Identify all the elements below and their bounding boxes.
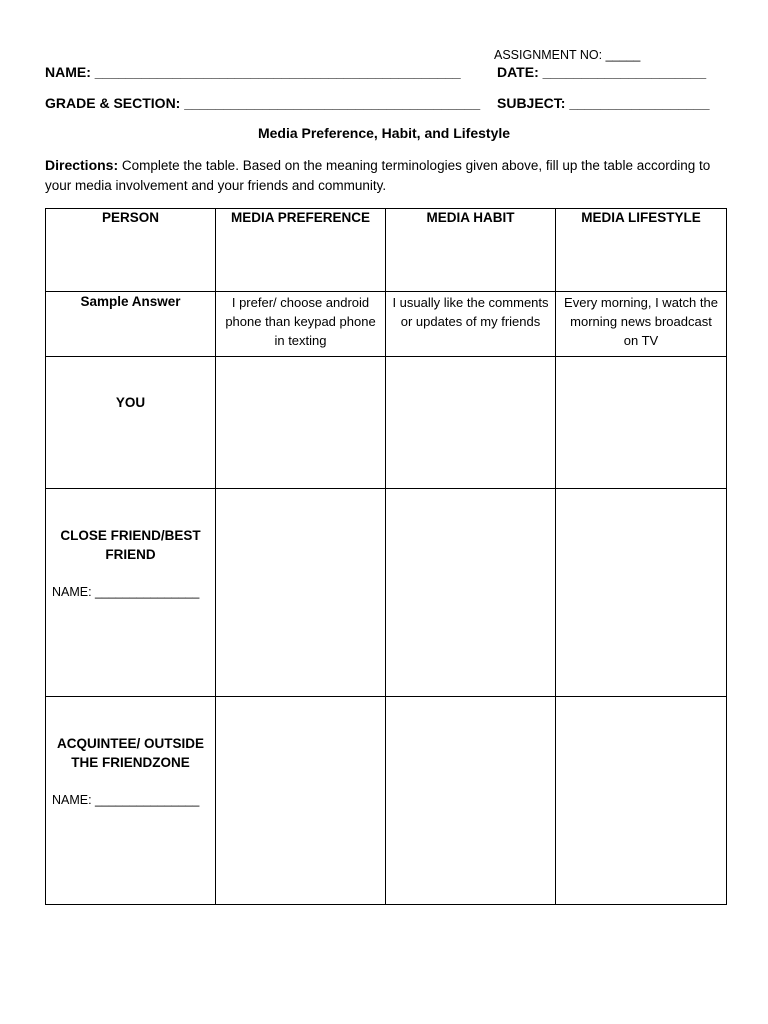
grade-section-field: GRADE & SECTION: ______________________________________: [45, 95, 481, 111]
table-row: [46, 697, 727, 905]
lifestyle-answer-cell-you[interactable]: [556, 357, 727, 489]
habit-answer-cell-acquaintance[interactable]: [386, 697, 556, 905]
sample-preference-text: I prefer/ choose android phone than keypad phone in texting: [225, 295, 376, 348]
column-header-media-habit: MEDIA HABIT: [386, 209, 556, 292]
preference-answer-cell-close-friend[interactable]: [216, 489, 386, 697]
column-header-media-lifestyle: MEDIA LIFESTYLE: [556, 209, 727, 292]
person-label-acquaintance: ACQUINTEE/ OUTSIDE THE FRIENDZONE: [56, 736, 204, 770]
sample-person-cell: [46, 292, 216, 357]
acquaintance-name-field: NAME: _______________: [52, 793, 200, 807]
column-header-person: PERSON: [46, 209, 216, 292]
sample-lifestyle-cell: [556, 292, 727, 357]
sample-lifestyle-text: Every morning, I watch the morning news broadcast on TV: [564, 295, 718, 348]
close-friend-name-field: NAME: _______________: [52, 585, 200, 599]
person-cell-close-friend: [46, 489, 216, 697]
habit-answer-cell-you[interactable]: [386, 357, 556, 489]
lifestyle-answer-cell-acquaintance[interactable]: [556, 697, 727, 905]
assignment-number-field: ASSIGNMENT NO: _____: [494, 48, 641, 62]
sample-habit-text: I usually like the comments or updates of my friends: [392, 295, 549, 329]
directions-paragraph: [45, 155, 730, 196]
date-field: DATE: _____________________: [497, 64, 707, 80]
name-field: NAME: _______________________________________________: [45, 64, 461, 80]
person-cell-acquaintance: [46, 697, 216, 905]
subject-field: SUBJECT: __________________: [497, 95, 710, 111]
table-row: [46, 489, 727, 697]
habit-answer-cell-close-friend[interactable]: [386, 489, 556, 697]
preference-answer-cell-you[interactable]: [216, 357, 386, 489]
directions-label: Directions:: [45, 157, 119, 173]
page-title: Media Preference, Habit, and Lifestyle: [257, 125, 511, 141]
person-label-close-friend: CLOSE FRIEND/BEST FRIEND: [60, 528, 201, 562]
sample-answer-row: [46, 292, 727, 357]
person-label-you: YOU: [115, 395, 146, 410]
table-row: [46, 357, 727, 489]
lifestyle-answer-cell-close-friend[interactable]: [556, 489, 727, 697]
directions-text: Complete the table. Based on the meaning terminologies given above, fill up the table according to your media involvement and your friends and community.: [45, 158, 711, 193]
person-cell-you: [46, 357, 216, 489]
preference-answer-cell-acquaintance[interactable]: [216, 697, 386, 905]
table-header-row: [46, 209, 727, 292]
sample-person-label: Sample Answer: [80, 294, 181, 309]
column-header-media-preference: MEDIA PREFERENCE: [216, 209, 386, 292]
media-table: [45, 208, 727, 905]
sample-habit-cell: [386, 292, 556, 357]
sample-preference-cell: [216, 292, 386, 357]
